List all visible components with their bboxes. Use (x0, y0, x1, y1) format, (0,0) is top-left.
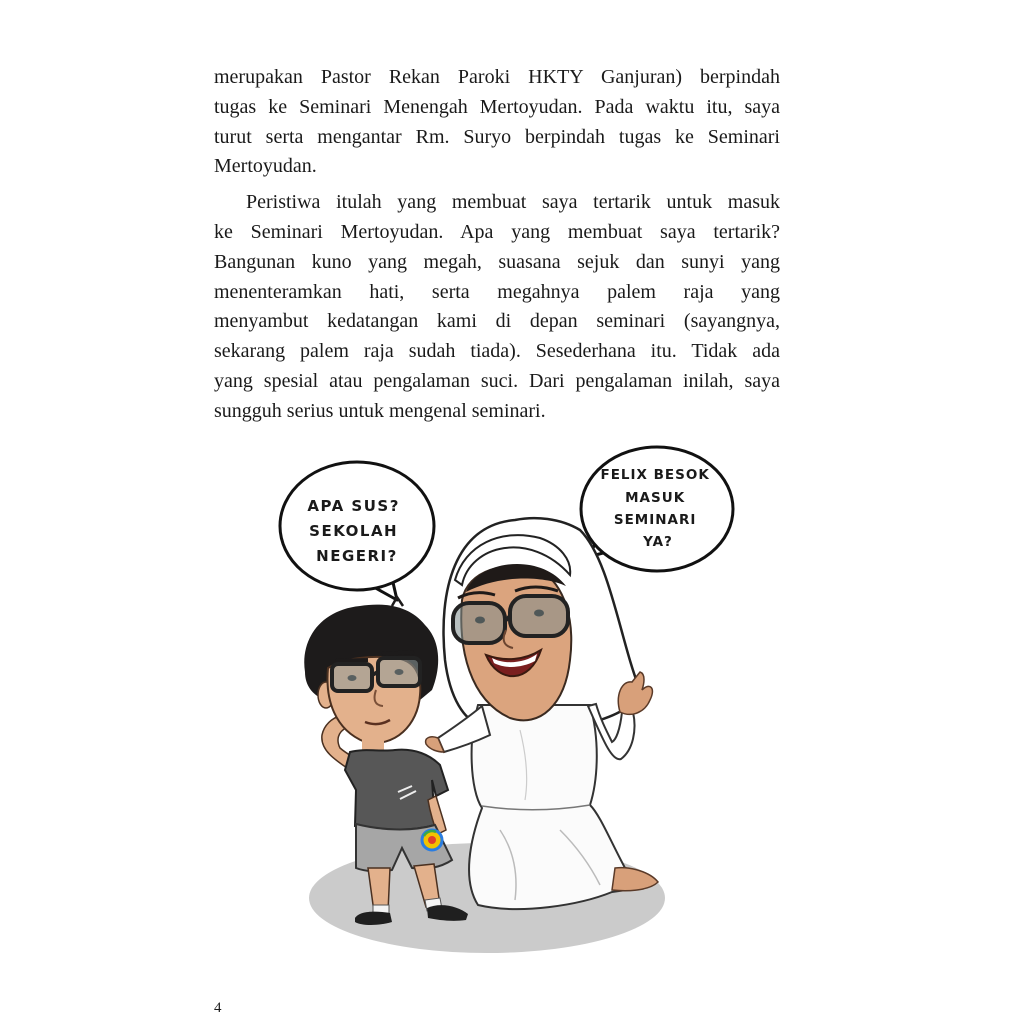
paragraph-1 (214, 63, 780, 182)
speech-bubble-left (280, 462, 434, 600)
text-line: Bangunan kuno yang megah, suasana sejuk dan sunyi yang (214, 250, 780, 273)
boy-glasses-bridge (372, 672, 378, 675)
text-line: menenteramkan hati, serta megahnya palem raja yang (214, 280, 780, 303)
boy-eyebrow (382, 652, 414, 654)
text-line: sekarang palem raja sudah tiada). Sesederhana itu. Tidak ada (214, 340, 780, 363)
bubble-text-line: YA? (643, 534, 673, 550)
text-line: merupakan Pastor Rekan Paroki HKTY Ganjuran) berpindah (214, 66, 780, 88)
bubble-text-line: SEMINARI (613, 512, 697, 528)
text-line: tugas ke Seminari Menengah Mertoyudan. Pada waktu itu, saya (214, 95, 780, 118)
text-line: Peristiwa itulah yang membuat saya tertarik untuk masuk (246, 191, 780, 214)
boy-glasses-lens-left (332, 664, 372, 691)
lollipop-center (428, 836, 436, 844)
cartoon-illustration (270, 430, 750, 960)
bubble-text-line: SEKOLAH (309, 522, 399, 540)
boy-eyebrow (336, 660, 368, 661)
page-number: 4 (214, 1000, 222, 1016)
speech-bubble-right-body (581, 447, 733, 571)
bubble-text-line: NEGERI? (316, 547, 398, 565)
bubble-text-line: MASUK (625, 490, 686, 506)
nun-glasses-lens-right (510, 596, 568, 636)
boy-glasses-lens-right (378, 658, 420, 686)
paragraph-2 (214, 188, 780, 426)
text-line: Mertoyudan. (214, 155, 317, 178)
speech-bubble-right (581, 447, 733, 571)
lollipop-icon (422, 830, 442, 850)
text-line: menyambut kedatangan kami di depan seminari (sayangnya, (214, 310, 780, 333)
text-line: ke Seminari Mertoyudan. Apa yang membuat saya tertarik? (214, 220, 780, 243)
nun-foot (612, 868, 658, 891)
text-line: sungguh serius untuk mengenal seminari. (214, 399, 546, 422)
bubble-text-line: FELIX BESOK (600, 467, 710, 483)
text-line: yang spesial atau pengalaman suci. Dari pengalaman inilah, saya (214, 369, 780, 392)
nun-glasses-lens-left (453, 603, 505, 643)
bubble-text-line: APA SUS? (307, 497, 400, 515)
text-line: turut serta mengantar Rm. Suryo berpindah tugas ke Seminari (214, 125, 780, 148)
speech-bubble-left-text (307, 497, 406, 565)
body-text (214, 63, 780, 427)
